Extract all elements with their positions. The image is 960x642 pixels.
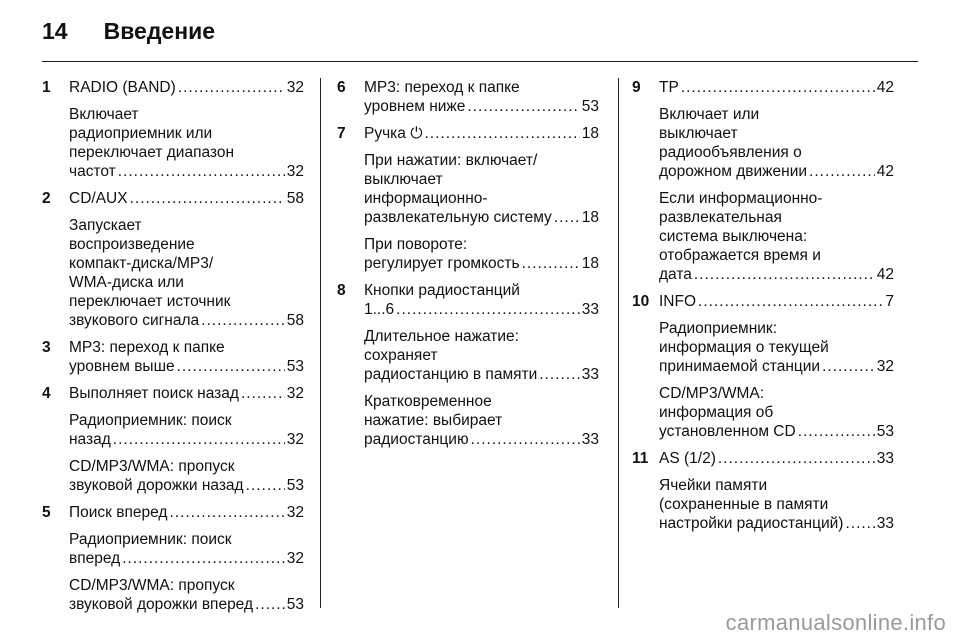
page-reference: 58 <box>286 312 304 329</box>
entry-line: Кнопки радиостанций <box>364 282 520 299</box>
leader-line <box>69 78 304 97</box>
leader-line <box>69 430 304 449</box>
dot-leader <box>130 189 285 208</box>
dot-leader <box>424 124 579 143</box>
page-title: Введение <box>103 18 216 44</box>
entry-paragraph <box>364 151 599 227</box>
entry-line: отображается время и <box>659 247 821 264</box>
column-1 <box>42 78 304 622</box>
entry-line: MP3: переход к папке <box>69 339 225 356</box>
toc-entry <box>632 292 894 441</box>
leader-line <box>69 549 304 568</box>
toc-entry <box>42 78 304 181</box>
column-3 <box>632 78 894 541</box>
page-number: 14 <box>42 18 68 44</box>
page-reference: 33 <box>581 366 599 383</box>
entry-paragraph <box>69 105 304 181</box>
entry-paragraph <box>659 384 894 441</box>
dot-leader <box>554 208 580 227</box>
dot-leader <box>255 595 285 614</box>
watermark: carmanualsonline.info <box>725 610 946 635</box>
dot-leader <box>539 365 580 384</box>
entry-line: Ячейки памяти <box>659 477 768 494</box>
entry-line: CD/MP3/WMA: пропуск <box>69 458 235 475</box>
entry-text: Выполняет поиск назад <box>69 385 239 402</box>
entry-text: Ручка ⏻ <box>364 125 423 142</box>
entry-line: (сохраненные в памяти <box>659 496 829 513</box>
dot-leader <box>113 430 285 449</box>
entry-paragraph <box>69 384 304 403</box>
entry-number: 1 <box>42 79 51 96</box>
entry-line: Запускает <box>69 217 142 234</box>
entry-paragraph <box>659 78 894 97</box>
page-reference: 33 <box>581 431 599 448</box>
leader-line <box>659 265 894 284</box>
entry-number: 7 <box>337 125 346 142</box>
entry-text: AS (1/2) <box>659 450 716 467</box>
entry-number: 8 <box>337 282 346 299</box>
entry-text: вперед <box>69 550 121 567</box>
entry-line: компакт-диска/MP3/ <box>69 255 214 272</box>
entry-paragraph <box>69 411 304 449</box>
entry-text: установленном CD <box>659 423 796 440</box>
page-reference: 32 <box>286 79 304 96</box>
entry-line: информационно- <box>364 190 488 207</box>
toc-entry <box>42 189 304 330</box>
page-reference: 42 <box>876 79 894 96</box>
dot-leader <box>396 300 580 319</box>
entry-line: радиообъявления о <box>659 144 802 161</box>
column-2 <box>337 78 599 457</box>
entry-line: сохраняет <box>364 347 438 364</box>
entry-line: переключает источник <box>69 293 231 310</box>
dot-leader <box>122 549 285 568</box>
dot-leader <box>718 449 875 468</box>
entry-text: звуковой дорожки вперед <box>69 596 254 613</box>
page-reference: 32 <box>286 431 304 448</box>
entry-paragraph <box>69 576 304 614</box>
page-reference: 53 <box>581 98 599 115</box>
entry-line: система выключена: <box>659 228 808 245</box>
column-divider <box>618 78 619 608</box>
column-divider <box>320 78 321 608</box>
leader-line <box>69 189 304 208</box>
entry-paragraph <box>364 78 599 116</box>
entry-line: При повороте: <box>364 236 468 253</box>
dot-leader <box>798 422 875 441</box>
entry-paragraph <box>659 319 894 376</box>
page-reference: 32 <box>876 358 894 375</box>
page-reference: 53 <box>286 477 304 494</box>
entry-paragraph <box>364 235 599 273</box>
entry-line: информация об <box>659 404 774 421</box>
leader-line <box>659 514 894 533</box>
page-reference: 32 <box>286 504 304 521</box>
entry-line: развлекательная <box>659 209 782 226</box>
entry-line: MP3: переход к папке <box>364 79 520 96</box>
leader-line <box>659 357 894 376</box>
entry-text: звуковой дорожки назад <box>69 477 244 494</box>
entry-paragraph <box>659 292 894 311</box>
entry-line: Включает <box>69 106 139 123</box>
entry-line: Если информационно- <box>659 190 823 207</box>
entry-paragraph <box>364 327 599 384</box>
page-reference: 18 <box>581 255 599 272</box>
leader-line <box>364 254 599 273</box>
leader-line <box>364 208 599 227</box>
toc-entry <box>42 503 304 614</box>
entry-text: Поиск вперед <box>69 504 168 521</box>
page-reference: 53 <box>286 358 304 375</box>
entry-text: дата <box>659 266 692 283</box>
page-reference: 33 <box>876 515 894 532</box>
dot-leader <box>522 254 580 273</box>
leader-line <box>364 97 599 116</box>
entry-line: Включает или <box>659 106 760 123</box>
dot-leader <box>246 476 285 495</box>
entry-text: развлекательную систему <box>364 209 552 226</box>
entry-number: 6 <box>337 79 346 96</box>
entry-paragraph <box>659 449 894 468</box>
toc-entry <box>42 338 304 376</box>
entry-text: 1...6 <box>364 301 395 318</box>
entry-line: WMA-диска или <box>69 274 184 291</box>
entry-paragraph <box>69 78 304 97</box>
entry-line: нажатие: выбирает <box>364 412 503 429</box>
leader-line <box>69 311 304 330</box>
leader-line <box>69 162 304 181</box>
entry-line: переключает диапазон <box>69 144 235 161</box>
dot-leader <box>201 311 285 330</box>
leader-line <box>364 300 599 319</box>
page-header <box>42 18 918 54</box>
dot-leader <box>177 357 285 376</box>
entry-paragraph <box>69 189 304 208</box>
page-reference: 33 <box>581 301 599 318</box>
entry-line: CD/MP3/WMA: <box>659 385 765 402</box>
entry-number: 11 <box>632 450 649 467</box>
page-reference: 18 <box>581 125 599 142</box>
dot-leader <box>845 514 874 533</box>
entry-number: 4 <box>42 385 51 402</box>
page-reference: 53 <box>876 423 894 440</box>
leader-line <box>364 365 599 384</box>
entry-line: Радиоприемник: поиск <box>69 412 232 429</box>
entry-line: воспроизведение <box>69 236 195 253</box>
leader-line <box>69 357 304 376</box>
dot-leader <box>169 503 284 522</box>
entry-text: частот <box>69 163 116 180</box>
entry-line: Кратковременное <box>364 393 492 410</box>
entry-line: радиоприемник или <box>69 125 213 142</box>
entry-line: Радиоприемник: поиск <box>69 531 232 548</box>
entry-paragraph <box>364 392 599 449</box>
page-reference: 42 <box>876 266 894 283</box>
toc-entry <box>632 78 894 284</box>
entry-paragraph <box>364 281 599 319</box>
entry-text: TP <box>659 79 679 96</box>
entry-paragraph <box>69 338 304 376</box>
leader-line <box>659 449 894 468</box>
toc-entry <box>337 281 599 449</box>
entry-line: При нажатии: включает/ <box>364 152 538 169</box>
dot-leader <box>471 430 580 449</box>
entry-line: информация о текущей <box>659 339 829 356</box>
entry-line: Длительное нажатие: <box>364 328 519 345</box>
entry-text: CD/AUX <box>69 190 128 207</box>
page-reference: 32 <box>286 385 304 402</box>
dot-leader <box>698 292 883 311</box>
page-reference: 32 <box>286 550 304 567</box>
dot-leader <box>694 265 875 284</box>
page-reference: 32 <box>286 163 304 180</box>
entry-text: регулирует громкость <box>364 255 520 272</box>
leader-line <box>364 124 599 143</box>
entry-number: 9 <box>632 79 641 96</box>
entry-paragraph <box>69 530 304 568</box>
leader-line <box>659 292 894 311</box>
leader-line <box>659 422 894 441</box>
leader-line <box>659 78 894 97</box>
entry-line: выключает <box>364 171 443 188</box>
entry-text: RADIO (BAND) <box>69 79 176 96</box>
toc-entry <box>42 384 304 495</box>
leader-line <box>69 595 304 614</box>
leader-line <box>69 476 304 495</box>
dot-leader <box>241 384 285 403</box>
leader-line <box>659 162 894 181</box>
entry-number: 2 <box>42 190 51 207</box>
page-reference: 33 <box>876 450 894 467</box>
entry-paragraph <box>659 189 894 284</box>
entry-text: радиостанцию <box>364 431 469 448</box>
entry-number: 10 <box>632 293 650 310</box>
entry-text: уровнем ниже <box>364 98 466 115</box>
leader-line <box>69 503 304 522</box>
page-reference: 58 <box>286 190 304 207</box>
entry-line: CD/MP3/WMA: пропуск <box>69 577 235 594</box>
page-reference: 18 <box>581 209 599 226</box>
toc-entry <box>632 449 894 533</box>
entry-text: радиостанцию в памяти <box>364 366 538 383</box>
entry-paragraph <box>659 105 894 181</box>
entry-text: INFO <box>659 293 697 310</box>
header-rule <box>42 61 918 62</box>
entry-text: настройки радиостанций) <box>659 515 844 532</box>
entry-paragraph <box>69 457 304 495</box>
entry-paragraph <box>659 476 894 533</box>
entry-text: дорожном движении <box>659 163 808 180</box>
entry-line: Радиоприемник: <box>659 320 778 337</box>
page-reference: 53 <box>286 596 304 613</box>
entry-paragraph <box>364 124 599 143</box>
page-reference: 7 <box>885 293 894 310</box>
entry-number: 5 <box>42 504 51 521</box>
leader-line <box>364 430 599 449</box>
entry-text: принимаемой станции <box>659 358 821 375</box>
entry-line: выключает <box>659 125 738 142</box>
entry-text: уровнем выше <box>69 358 175 375</box>
dot-leader <box>681 78 875 97</box>
leader-line <box>69 384 304 403</box>
page-reference: 42 <box>876 163 894 180</box>
dot-leader <box>178 78 285 97</box>
entry-paragraph <box>69 503 304 522</box>
entry-number: 3 <box>42 339 51 356</box>
toc-entry <box>337 78 599 116</box>
dot-leader <box>809 162 875 181</box>
toc-entry <box>337 124 599 273</box>
entry-text: назад <box>69 431 111 448</box>
dot-leader <box>822 357 875 376</box>
dot-leader <box>467 97 579 116</box>
dot-leader <box>118 162 285 181</box>
entry-paragraph <box>69 216 304 330</box>
entry-text: звукового сигнала <box>69 312 200 329</box>
